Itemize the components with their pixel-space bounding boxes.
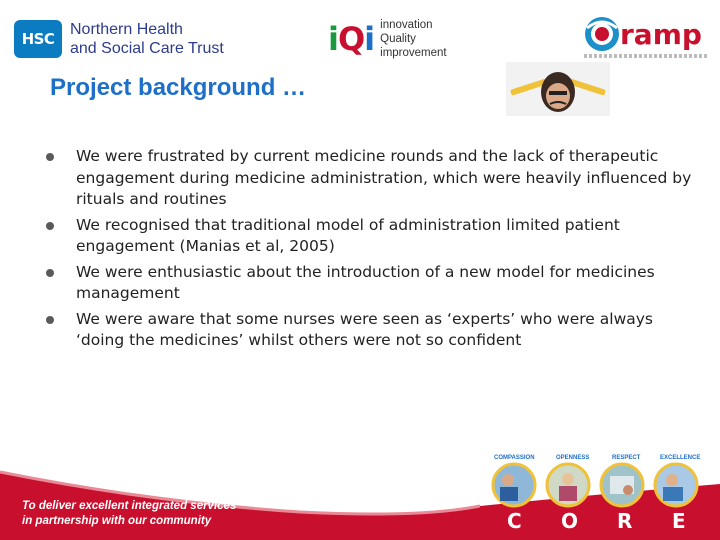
compassion-photo-icon: [490, 462, 538, 508]
iqi-line-improvement: improvement: [380, 47, 447, 59]
iqi-line-innovation: innovation: [380, 19, 433, 31]
bullet-icon: [46, 153, 54, 161]
footer-tagline: [22, 499, 236, 529]
tagline-line2: in partnership with our community: [22, 515, 212, 527]
page-title: Project background …: [50, 74, 307, 101]
iqi-logo-mark: iQi: [328, 20, 375, 58]
core-label-respect: RESPECT: [612, 455, 641, 461]
hsc-logo-mark: HSC: [14, 20, 62, 58]
core-label-excellence: EXCELLENCE: [660, 455, 701, 461]
iqi-line-quality: Quality: [380, 33, 416, 45]
iqi-logo-text: [380, 18, 446, 60]
bullet-text: We recognised that traditional model of administration limited patient engagement (Manias et al, 2005): [76, 215, 620, 255]
trust-name-line1: Northern Health: [70, 21, 183, 38]
bullet-text: We were enthusiastic about the introduction of a new model for medicines management: [76, 262, 655, 302]
core-letter-e: E: [672, 509, 686, 533]
trust-name: [70, 20, 224, 58]
ramp-globe-icon: [582, 14, 622, 54]
openness-photo-icon: [544, 462, 592, 508]
bullet-text: We were aware that some nurses were seen as ‘experts’ who were always ‘doing the medicines’ whilst others were not so confident: [76, 309, 653, 349]
bullet-icon: [46, 316, 54, 324]
core-letter-c: C: [507, 509, 522, 533]
bullet-icon: [46, 269, 54, 277]
ramp-logo: [582, 14, 710, 60]
bullet-text: We were frustrated by current medicine rounds and the lack of therapeutic engagement during medicine administration, which were heavily influenced by rituals and routines: [76, 147, 692, 208]
hsc-logo: [14, 20, 224, 58]
ramp-subtitle-graphic: [584, 54, 708, 58]
bullet-item: [46, 262, 696, 305]
core-letter-r: R: [617, 509, 633, 533]
bullet-item: [46, 215, 696, 258]
core-label-compassion: COMPASSION: [494, 455, 535, 461]
bullet-list: [46, 146, 696, 356]
bullet-item: [46, 309, 696, 352]
trust-name-line2: and Social Care Trust: [70, 40, 224, 57]
iqi-logo: [328, 18, 447, 60]
core-label-openness: OPENNESS: [556, 455, 590, 461]
bullet-icon: [46, 222, 54, 230]
ramp-wordmark: ramp: [620, 18, 702, 51]
respect-photo-icon: [598, 462, 646, 508]
bullet-item: [46, 146, 696, 211]
excellence-photo-icon: [652, 462, 700, 508]
tagline-line1: To deliver excellent integrated services: [22, 500, 237, 512]
frustrated-person-image: [506, 62, 610, 116]
core-letter-o: O: [561, 509, 579, 533]
